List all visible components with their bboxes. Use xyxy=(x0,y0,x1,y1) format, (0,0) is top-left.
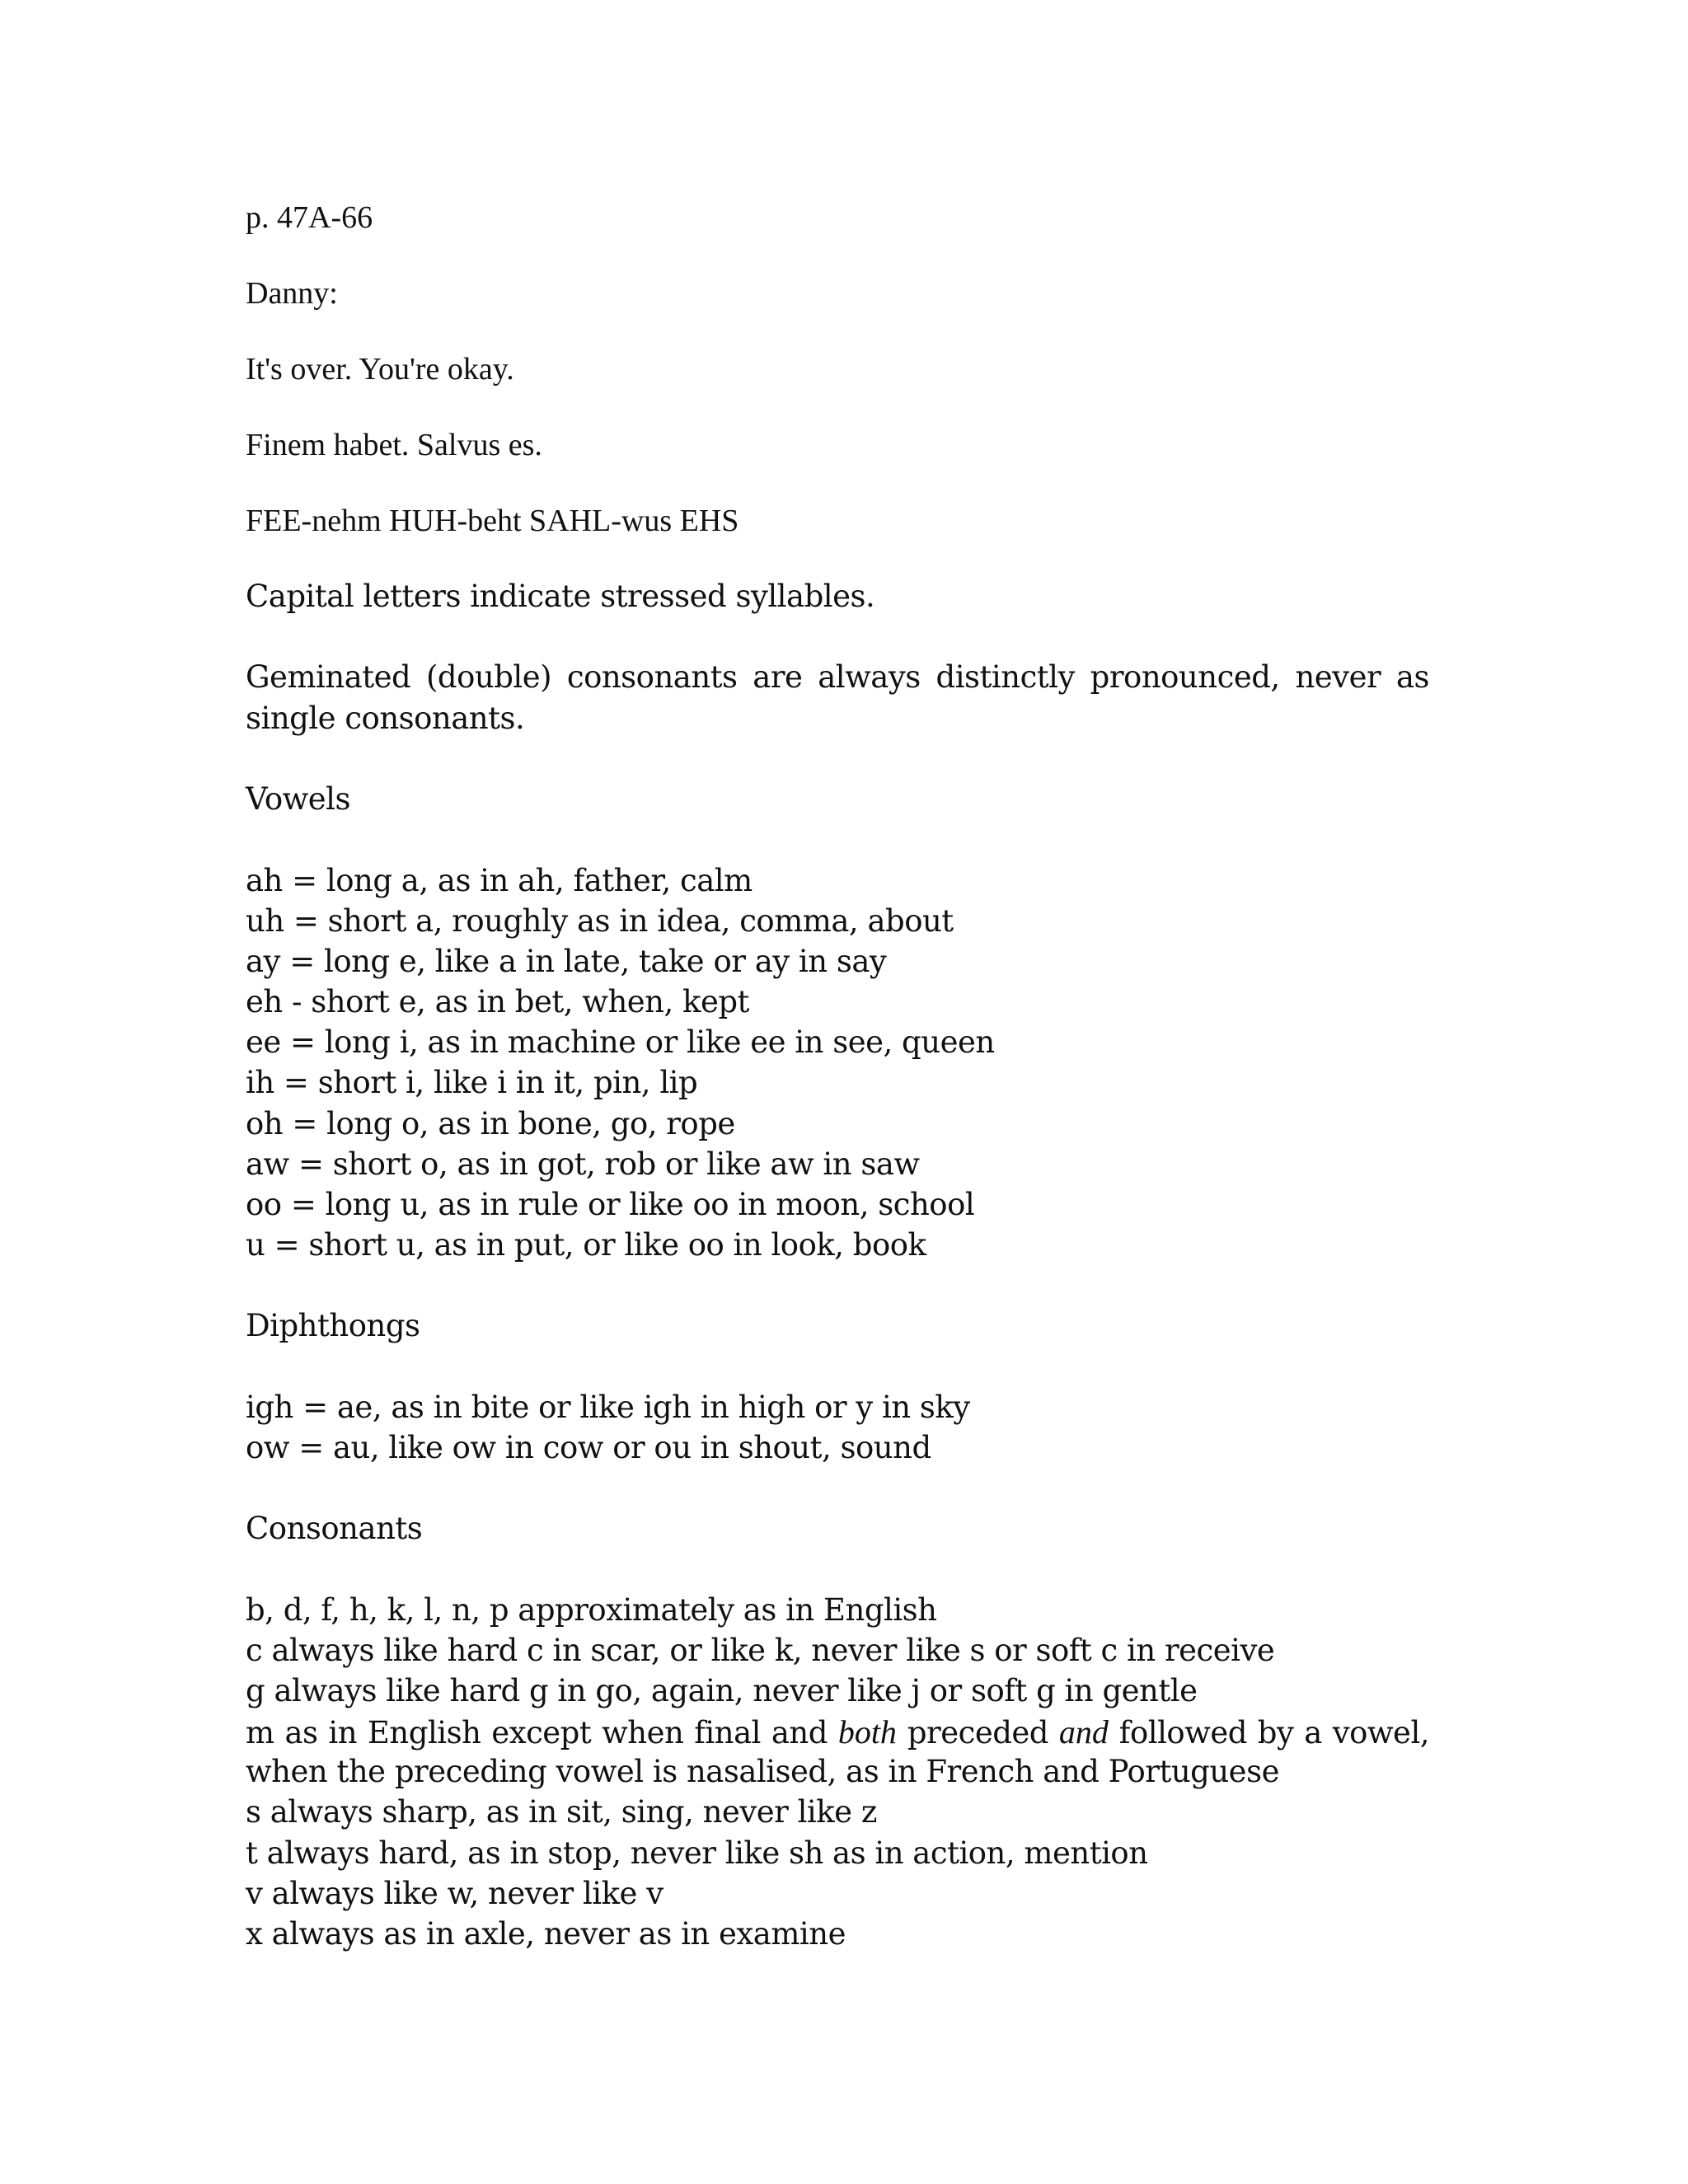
consonant-m-rule-line-1 xyxy=(246,1713,1430,1750)
consonant-item: b, d, f, h, k, l, n, p approximately as in English xyxy=(246,1592,937,1628)
vowel-item: oo = long u, as in rule or like oo in moon, school xyxy=(246,1187,975,1222)
consonant-item: t always hard, as in stop, never like sh as in action, mention xyxy=(246,1835,1148,1871)
geminated-note-line-1: Geminated (double) consonants are always distinctly pronounced, never as xyxy=(246,659,1429,695)
m-rule-both: both xyxy=(837,1713,897,1750)
stress-note: Capital letters indicate stressed syllables. xyxy=(246,579,875,614)
vowel-item: ah = long a, as in ah, father, calm xyxy=(246,863,753,898)
diphthong-item: ow = au, like ow in cow or ou in shout, sound xyxy=(246,1430,931,1465)
geminated-note-line-2: single consonants. xyxy=(246,701,525,736)
vowel-item: aw = short o, as in got, rob or like aw in saw xyxy=(246,1146,920,1182)
vowel-item: ee = long i, as in machine or like ee in see, queen xyxy=(246,1024,995,1060)
consonant-item: v always like w, never like v xyxy=(246,1876,663,1911)
english-line: It's over. You're okay. xyxy=(246,352,514,387)
consonant-item: x always as in axle, never as in examine xyxy=(246,1916,846,1952)
pronunciation-line: FEE-nehm HUH-beht SAHL-wus EHS xyxy=(246,504,739,538)
vowels-heading: Vowels xyxy=(246,781,350,817)
consonant-item: c always like hard c in scar, or like k, never like s or soft c in receive xyxy=(246,1633,1275,1668)
m-rule-part-1: m as in English except when final and xyxy=(246,1715,828,1750)
diphthong-item: igh = ae, as in bite or like igh in high or y in sky xyxy=(246,1390,970,1425)
page-reference: p. 47A-66 xyxy=(246,200,373,235)
vowel-item: eh - short e, as in bet, when, kept xyxy=(246,984,749,1019)
consonant-m-rule-line-2: when the preceding vowel is nasalised, as in French and Portuguese xyxy=(246,1754,1279,1789)
m-rule-and: and xyxy=(1058,1713,1109,1750)
diphthongs-heading: Diphthongs xyxy=(246,1308,420,1343)
consonants-heading: Consonants xyxy=(246,1511,423,1546)
m-rule-part-2: preceded xyxy=(907,1715,1048,1750)
m-rule-part-3: followed by a vowel, xyxy=(1118,1715,1430,1750)
vowel-item: ih = short i, like i in it, pin, lip xyxy=(246,1065,698,1100)
vowel-item: ay = long e, like a in late, take or ay in say xyxy=(246,944,887,979)
latin-line: Finem habet. Salvus es. xyxy=(246,428,542,462)
consonant-item: s always sharp, as in sit, sing, never like z xyxy=(246,1794,877,1830)
vowel-item: uh = short a, roughly as in idea, comma, about xyxy=(246,903,954,939)
vowel-item: u = short u, as in put, or like oo in look, book xyxy=(246,1227,926,1263)
consonant-item: g always like hard g in go, again, never like j or soft g in gentle xyxy=(246,1673,1198,1708)
vowel-item: oh = long o, as in bone, go, rope xyxy=(246,1106,735,1141)
speaker-label: Danny: xyxy=(246,276,338,311)
